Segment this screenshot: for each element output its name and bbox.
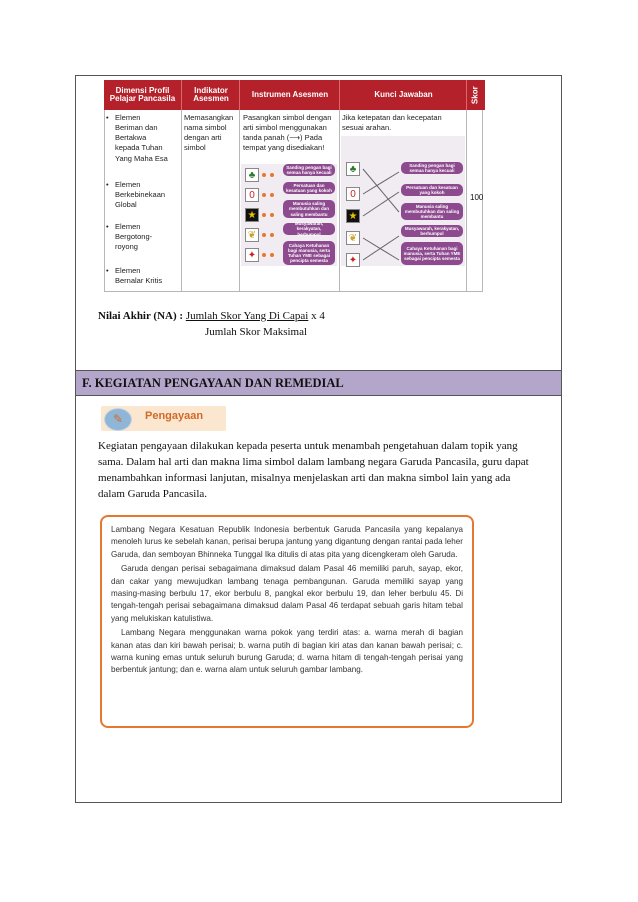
info-box [100, 515, 474, 728]
bull-head-icon: ✦ [245, 248, 259, 262]
meaning-pill: Persatuan dan kesatuan yang kokoh [401, 184, 463, 196]
meaning-pill: Cahaya Ketuhanan bagi manusia, serta Tuhan YME sebagai pencipta semesta [283, 241, 335, 265]
header-kunci: Kunci Jawaban [339, 80, 467, 110]
meaning-pill: Musyawarah, kerakyatan, berhumpul [401, 225, 463, 237]
header-indikator: Indikator Asesmen [181, 80, 240, 110]
globe-icon: ✎ [104, 408, 132, 431]
chain-icon: 0 [245, 188, 259, 202]
meaning-pill: Sanding pengan bagi semua hanya kecuali [401, 162, 463, 174]
col-line [466, 110, 467, 292]
score-value: 100 [470, 193, 484, 202]
rice-cotton-icon: ❦ [245, 228, 259, 242]
final-score-label: Nilai Akhir (NA) : [98, 310, 184, 322]
star-icon: ★ [245, 208, 259, 222]
star-icon: ★ [346, 209, 360, 223]
final-score-multiplier: x 4 [308, 310, 325, 322]
info-paragraph: Lambang Negara menggunakan warna pokok yang terdiri atas: a. warna merah di bagian kanan atas dan kiri bawah perisai; b. warna putih di bagian kiri atas dan kanan bawah perisai; c. warna kuning emas untuk seluruh burung Garuda; d. warna hitam di tengah-tengah perisai yang berbentuk jantung; dan e. warna alam untuk seluruh gambar lambang. [111, 628, 463, 675]
meaning-pill: Manusia saling membutuhkan dan saling membantu [283, 200, 335, 218]
col-line [181, 110, 182, 292]
final-score-denominator: Jumlah Skor Maksimal [205, 326, 308, 338]
answer-key-area [341, 136, 465, 266]
info-paragraph: Garuda dengan perisai sebagaimana dimaksud dalam Pasal 46 memiliki paruh, sayap, ekor, dan cakar yang mewujudkan lambang tenaga pembangunan. Garuda memiliki sayap yang masing-masing berbulu 17, ekor berbulu 8, pangkal ekor berbulu 19, dan leher berbulu 45. Di tengah-tengah perisai sebagaimana dimaksud dalam Pasal 46 terdapat sebuah garis hitam tebal yang melukiskan katulistiwa. [111, 564, 463, 623]
final-score-numerator: Jumlah Skor Yang Di Capai [185, 310, 309, 322]
list-item: • Elemen Bernalar Kritis [106, 266, 163, 286]
pengayaan-label: Pengayaan [145, 410, 204, 422]
meaning-pill: Manusia saling membutuhkan dan saling membantu [401, 203, 463, 220]
col-line [339, 110, 340, 292]
list-item: • Elemen Bergotong-royong [106, 222, 153, 252]
rice-cotton-icon: ❦ [346, 231, 360, 245]
meaning-pill: Sanding pengan bagi semua hanya kecuali [283, 164, 335, 176]
col-line [239, 110, 240, 292]
header-skor: Skor [466, 80, 485, 110]
banyan-tree-icon: ♣ [245, 168, 259, 182]
list-item: • Elemen Beriman dan Bertakwa kepada Tuhan Yang Maha Esa [106, 113, 168, 163]
header-instrumen: Instrumen Asesmen [239, 80, 340, 110]
meaning-pill: Persatuan dan kesatuan yang kokoh [283, 182, 335, 194]
list-item: • Elemen Berkebinekaan Global [106, 180, 166, 210]
header-dimensi: Dimensi Profil Pelajar Pancasila [104, 80, 181, 110]
final-score-formula [98, 310, 325, 322]
instrument-text: Pasangkan simbol dengan arti simbol menggunakan tanda panah (⟶) Pada tempat yang disediakan! [243, 113, 332, 153]
meaning-pill: Musyawarah, kerakyatan, berhumpul [283, 223, 335, 235]
bull-head-icon: ✦ [346, 253, 360, 267]
instrument-matching-area [241, 164, 337, 266]
chain-icon: 0 [346, 187, 360, 201]
section-title: F. KEGIATAN PENGAYAAN DAN REMEDIAL [76, 370, 561, 396]
answer-key-intro: Jika ketepatan dan kecepatan sesuai arahan. [342, 113, 442, 133]
enrichment-paragraph: Kegiatan pengayaan dilakukan kepada peserta untuk menambah pengetahuan dalam topik yang sama. Dalam hal arti dan makna lima simbol dalam lambang negara Garuda Pancasila, guru dapat menambahkan informasi lanjutan, misalnya menjelaskan arti dan makna simbol lain yang ada dalam Garuda Pancasila. [98, 440, 529, 500]
info-paragraph: Lambang Negara Kesatuan Republik Indonesia berbentuk Garuda Pancasila yang kepalanya menoleh lurus ke sebelah kanan, perisai berupa jantung yang digantung dengan rantai pada leher Garuda, dan semboyan Bhinneka Tunggal Ika ditulis di atas pita yang dicengkeram oleh Garuda. [111, 525, 463, 559]
banyan-tree-icon: ♣ [346, 162, 360, 176]
pengayaan-badge [101, 406, 226, 431]
meaning-pill: Cahaya Ketuhanan bagi manusia, serta Tuhan YME sebagai pencipta semesta [401, 242, 463, 265]
assessment-table [104, 80, 484, 292]
indicator-text: Memasangkan nama simbol dengan arti simbol [184, 113, 234, 153]
